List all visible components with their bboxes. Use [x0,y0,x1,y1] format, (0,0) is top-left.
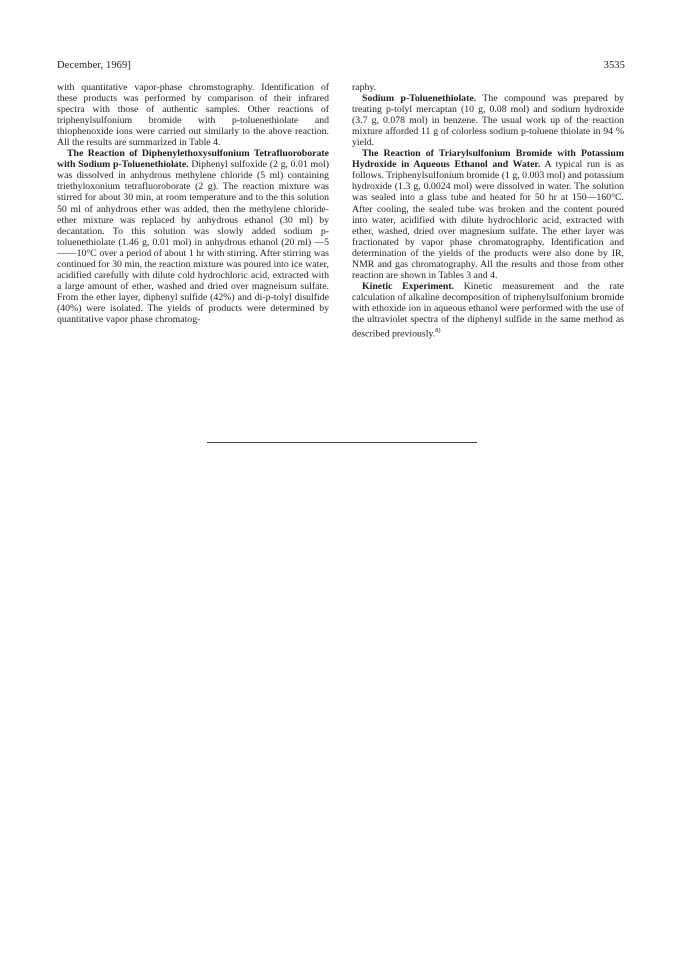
running-head-date: December, 1969] [57,60,131,71]
run-in-heading: The Reaction of Diphenylethoxysulfonium Tetrafluoroborate with Sodium p-Toluenethiolate. [57,148,329,171]
paragraph-continued [352,82,624,93]
section-triarylsulfonium-reaction [352,148,624,281]
section-kinetic-experiment [352,281,624,340]
paragraph-text: Diphenyl sulfoxide (2 g, 0.01 mol) was dissolved in anhydrous methylene chloride (5 ml) containing triethyloxonium tetrafluoroborate (2 g). The reaction mixture was stirred for about 30 min, at room temperature and to the this solution 50 ml of anhydrous ether was added, then the methylene chloride-ether mixture was replaced by anhydrous ethanol (30 ml) by decantation. To this solution was slowly added sodium p-toluenethiolate (1.46 g, 0.01 mol) in anhydrous ethanol (20 ml) —5——10°C over a period of about 1 hr with stirring. After stirring was continued for 30 min, the reaction mixture was poured into ice water, acidified carefully with dilute cold hydrochloric acid, extracted with a large amount of ether, washed and dried over magneisum sulfate. From the ether layer, diphenyl sulfide (42%) and di-p-tolyl disulfide (40%) were isolated. The yields of products were determined by quantitative vapor phase chromatog- [57,159,330,325]
right-column [352,82,624,339]
paragraph-continued [57,82,329,148]
running-head [57,60,625,71]
section-sodium-toluenethiolate [352,93,624,148]
paragraph-text: The compound was prepared by treating p-tolyl mercaptan (10 g, 0.08 mol) and sodium hydroxide (3.7 g, 0.078 mol) in benzene. The usual work up of the reaction mixture afforded 11 g of colorless sodium p-toluene thiolate in 94 % yield. [352,93,625,149]
section-diphenylethoxysulfonium [57,148,329,325]
paragraph-text: with quantitative vapor-phase chromstography. Identification of these products was performed by comparison of their infrared spectra with those of authentic samples. Other reactions of triphenylsulfonium bromide with p-toluenethiolate and thiophenoxide ions were carried out similarly to the above reaction. All the results are summarized in Table 4. [57,82,329,149]
page-number: 3535 [603,60,625,71]
left-column [57,82,329,325]
end-rule [207,442,477,443]
reference-marker: 8) [435,327,441,335]
paragraph-text: raphy. [352,82,377,93]
run-in-heading: Kinetic Experiment. [362,280,455,292]
paragraph-text: Kinetic measurement and the rate calculation of alkaline decomposition of triphenylsulfonium bromide with ethoxide ion in aqueous ethanol were performed with the use of the ultraviolet spectra of the diphenyl sulfide in the same method as described previously. [352,280,625,340]
run-in-heading: Sodium p-Toluenethiolate. [362,93,477,105]
paragraph-text: A typical run is as follows. Triphenylsulfonium bromide (1 g, 0.003 mol) and potassium hydroxide (1.3 g, 0.0024 mol) were dissolved in water. The solution was sealed into a glass tube and heated for 50 hr at 150—160°C. After cooling, the sealed tube was broken and the content poured into water, acidified with dilute hydrochloric acid, extracted with ether, washed, dried over magnesium sulfate. The ether layer was fractionated by vapor phase chromatography. Identification and determination of the yields of the products were also done by IR, NMR and gas chromatography. All the results and those from other reaction are shown in Tables 3 and 4. [352,159,624,281]
run-in-heading: The Reaction of Triarylsulfonium Bromide with Potassium Hydroxide in Aqueous Ethanol and Water. [352,148,624,171]
